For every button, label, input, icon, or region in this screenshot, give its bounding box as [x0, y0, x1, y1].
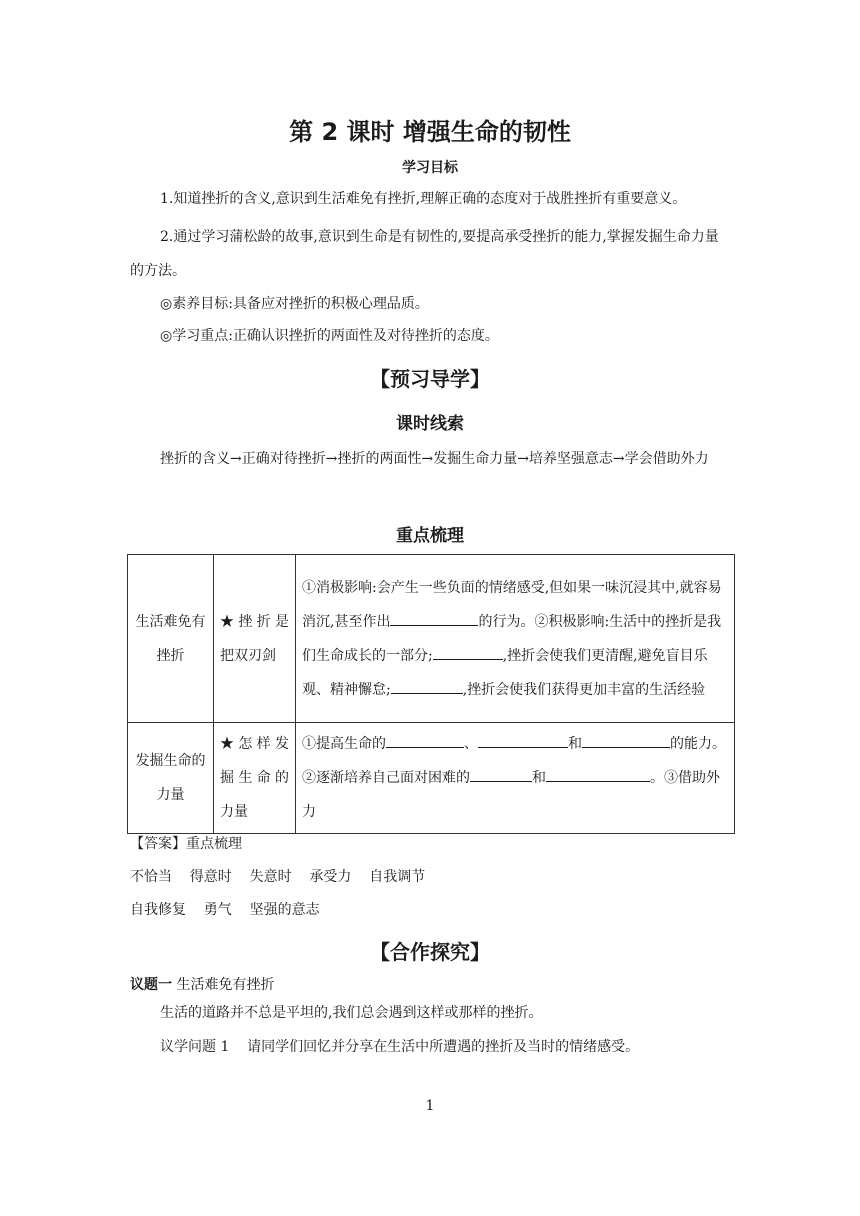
clue-heading: 课时线索 — [396, 414, 464, 434]
fill-blank[interactable] — [470, 765, 532, 782]
topic-text: 生活难免有挫折 — [176, 977, 275, 993]
topic-intro: 生活的道路并不总是平坦的,我们总会遇到这样或那样的挫折。 — [160, 1005, 543, 1021]
objective-2: 2.通过学习蒲松龄的故事,意识到生命是有韧性的,要提高承受挫折的能力,掌握发掘生命力量的方法。 — [130, 229, 719, 279]
topic-label: 议题一 — [130, 977, 172, 993]
table-cell-topic: 生活难免有挫折 — [128, 555, 214, 723]
answers-line: 自我修复 勇气 坚强的意志 — [130, 902, 320, 918]
objective-focus: ◎学习重点:正确认识挫折的两面性及对待挫折的态度。 — [160, 328, 499, 344]
discussion-question: 议学问题 1 请同学们回忆并分享在生活中所遭遇的挫折及当时的情绪感受。 — [160, 1039, 640, 1055]
fill-blank[interactable] — [546, 765, 650, 782]
preview-heading: 【预习导学】 — [370, 367, 490, 391]
table-cell-content: ①消极影响:会产生一些负面的情绪感受,但如果一味沉浸其中,就容易消沉,甚至作出 的行为。②积极影响:生活中的挫折是我们生命成长的一部分; ,挫折会使我们更清醒,避免盲目乐观、精神懈怠; ,挫折会使我们获得更加丰富的生活经验 — [296, 555, 735, 723]
table-cell-topic: 发掘生命的力量 — [128, 723, 214, 834]
fill-blank[interactable] — [582, 731, 670, 748]
topic-one — [130, 975, 274, 995]
fill-blank[interactable] — [390, 609, 478, 626]
objective-1: 1.知道挫折的含义,意识到生活难免有挫折,理解正确的态度对于战胜挫折有重要意义。 — [160, 191, 687, 207]
key-points-heading: 重点梳理 — [396, 526, 464, 546]
table-cell-content: ①提高生命的 、 和 的能力。②逐渐培养自己面对困难的 和 。③借助外力 — [296, 723, 735, 834]
cooperate-heading: 【合作探究】 — [370, 940, 490, 964]
answers-heading: 【答案】重点梳理 — [130, 836, 242, 852]
key-points-table — [127, 554, 735, 834]
fill-blank[interactable] — [386, 731, 464, 748]
table-cell-point: ★怎样发掘生命的力量 — [214, 723, 296, 834]
objectives-heading: 学习目标 — [402, 160, 458, 176]
table-cell-point: ★挫折是把双刃剑 — [214, 555, 296, 723]
table-row — [128, 723, 735, 834]
page-title: 第 2 课时 增强生命的韧性 — [289, 118, 571, 146]
fill-blank[interactable] — [478, 731, 568, 748]
answers-line: 不恰当 得意时 失意时 承受力 自我调节 — [130, 869, 426, 885]
table-row — [128, 555, 735, 723]
clue-text: 挫折的含义→正确对待挫折→挫折的两面性→发掘生命力量→培养坚强意志→学会借助外力 — [160, 451, 709, 467]
fill-blank[interactable] — [433, 643, 503, 660]
page-number: 1 — [425, 1098, 435, 1114]
objective-literacy: ◎素养目标:具备应对挫折的积极心理品质。 — [160, 296, 429, 312]
fill-blank[interactable] — [391, 677, 463, 694]
